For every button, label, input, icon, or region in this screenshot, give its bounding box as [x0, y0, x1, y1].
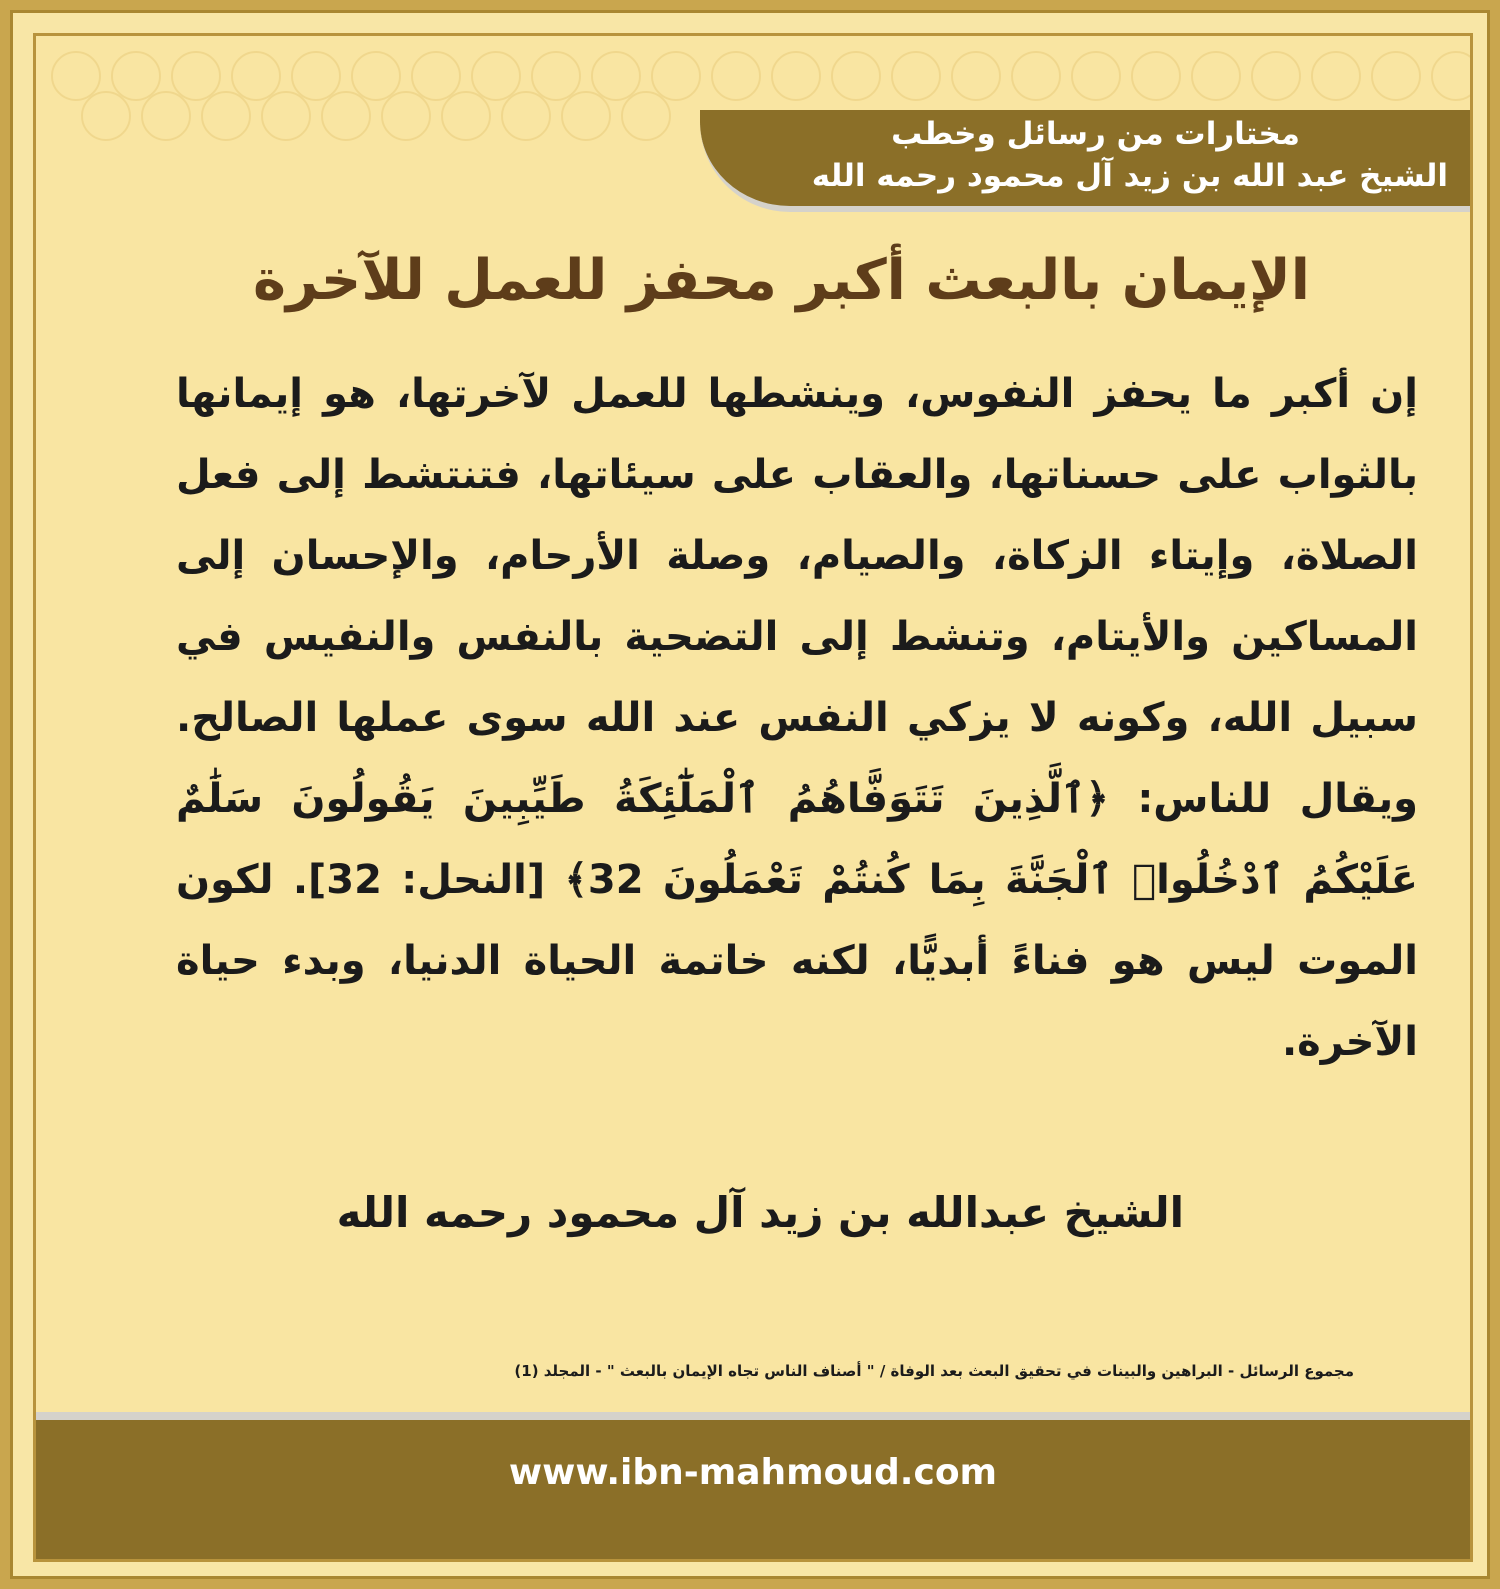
series-author: الشيخ عبد الله بن زيد آل محمود رحمه الله [811, 158, 1448, 194]
content-panel [33, 33, 1473, 1562]
body-intro: إن أكبر ما يحفز النفوس، وينشطها للعمل لآخرتها، هو إيمانها بالثواب على حسناتها، والعقاب على سيئاتها، فتنتشط إلى فعل الصلاة، وإيتاء الزكاة، والصيام، وصلة الأرحام، والإحسان إلى المساكين والأيتام، وتنشط إلى التضحية بالنفس والنفيس في سبيل الله، وكونه لا يزكي النفس عند الله سوى عملها الصالح. ويقال للناس: [176, 371, 1418, 822]
quran-citation: [النحل: 32] [308, 857, 546, 903]
series-title: مختارات من رسائل وخطب [891, 116, 1300, 152]
quran-verse: ﴿ٱلَّذِينَ تَتَوَفَّاهُمُ ٱلْمَلَٰٓئِكَةُ طَيِّبِينَ يَقُولُونَ سَلَٰمٌ عَلَيْكُمُ ٱدْخُلُوا۟ ٱلْجَنَّةَ بِمَا كُنتُمْ تَعْمَلُونَ 32﴾ [176, 776, 1418, 903]
article-title: الإيمان بالبعث أكبر محفز للعمل للآخرة [252, 248, 1310, 313]
footer-bar [36, 1412, 1470, 1559]
article-body [176, 354, 1418, 1083]
outer-frame [10, 10, 1490, 1579]
author-signature: الشيخ عبدالله بن زيد آل محمود رحمه الله [336, 1188, 1184, 1237]
body-outro: . لكون الموت ليس هو فناءً أبديًّا، لكنه خاتمة الحياة الدنيا، وبدء حياة الآخرة. [176, 857, 1418, 1065]
header-ribbon [700, 110, 1470, 212]
source-reference: مجموع الرسائل - البراهين والبينات في تحقيق البعث بعد الوفاة / " أصناف الناس تجاه الإيمان بالبعث " - المجلد (1) [514, 1362, 1354, 1380]
website-link[interactable]: www.ibn-mahmoud.com [508, 1452, 998, 1493]
